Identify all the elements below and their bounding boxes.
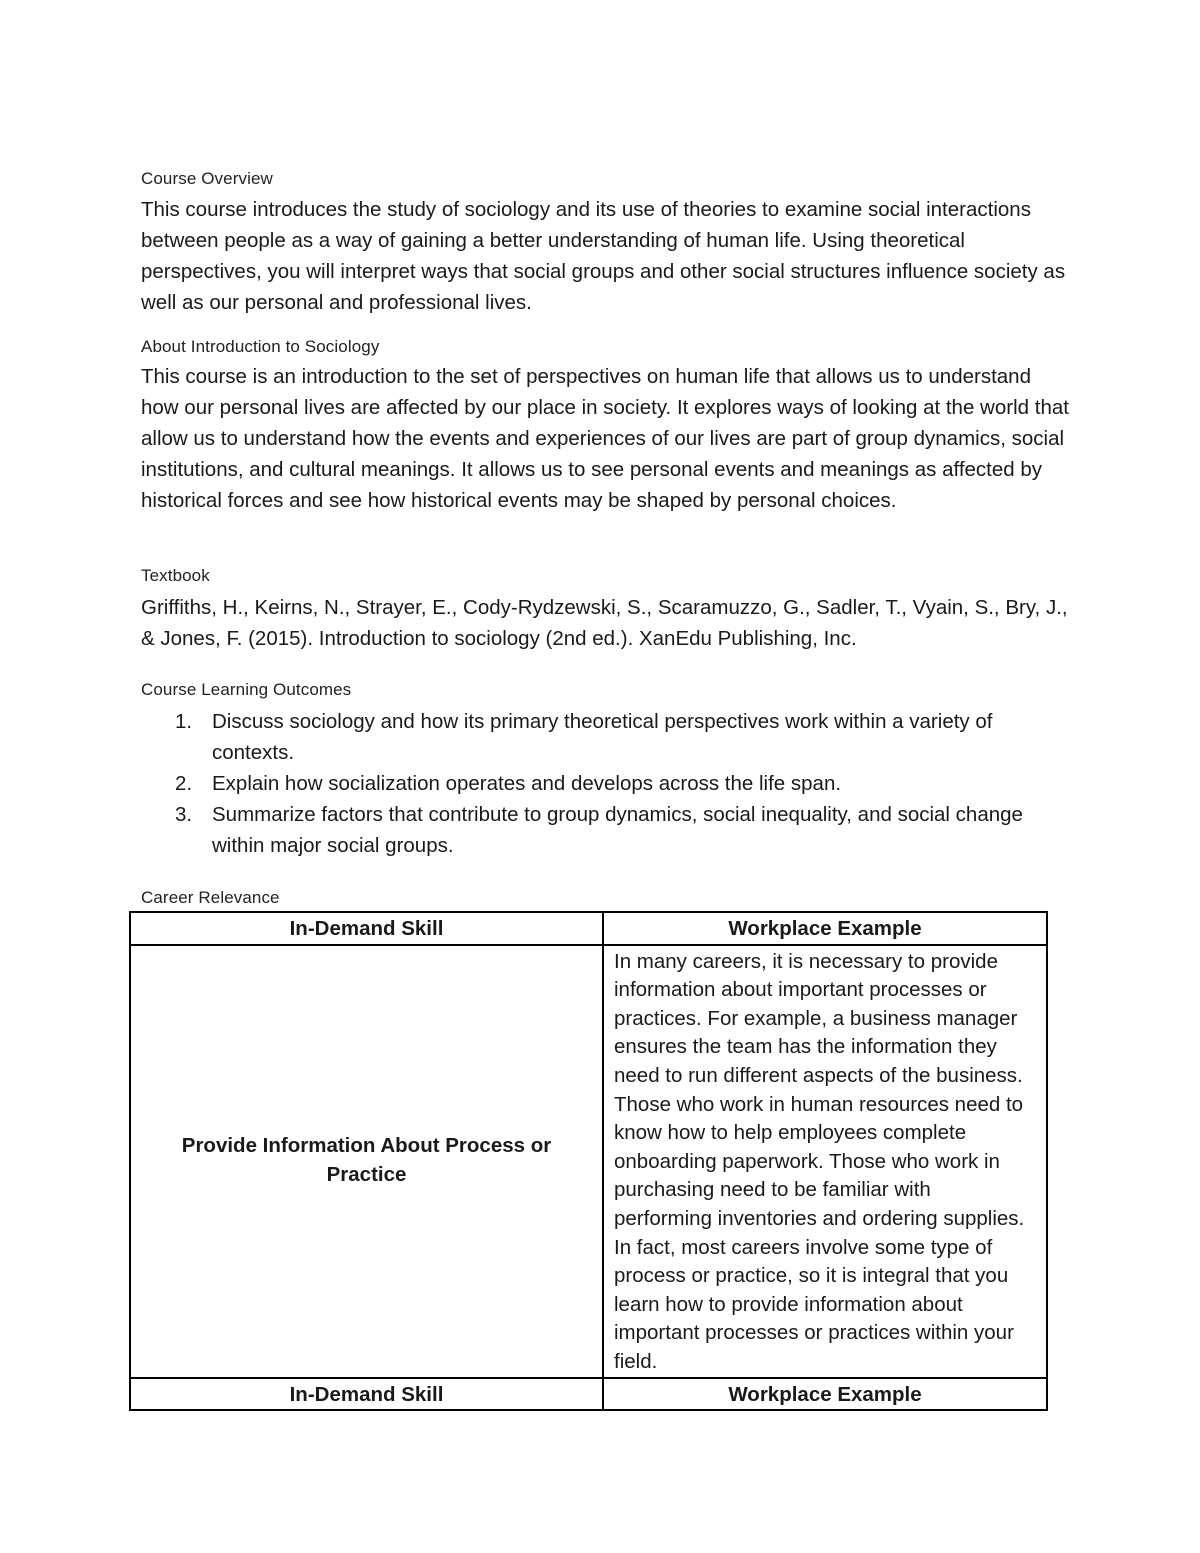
column-header-skill: In-Demand Skill (130, 912, 603, 945)
column-header-skill: In-Demand Skill (130, 1378, 603, 1411)
skill-cell: Provide Information About Process or Practice (130, 945, 603, 1378)
table-header-row (130, 912, 1047, 945)
career-heading: Career Relevance (141, 888, 280, 907)
about-text: This course is an introduction to the set of perspectives on human life that allows us to understand how our personal lives are affected by our place in society. It explores ways of looking at the world that allow us to understand how the events and experiences of our lives are part of group dynamics, social institutions, and cultural meanings. It allows us to see personal events and meanings as affected by historical forces and see how historical events may be shaped by personal choices. (141, 365, 1069, 512)
list-number: 3. (175, 803, 193, 826)
outcomes-list (141, 706, 1071, 861)
course-overview-text: This course introduces the study of sociology and its use of theories to examine social interactions between people as a way of gaining a better understanding of human life. Using theoretical perspectives, you will interpret ways that social groups and other social structures influence society as well as our personal and professional lives. (141, 198, 1066, 314)
table-row (130, 945, 1047, 1378)
career-relevance-table (129, 911, 1048, 1411)
textbook-citation: Griffiths, H., Keirns, N., Strayer, E., Cody-Rydzewski, S., Scaramuzzo, G., Sadler, T., Vyain, S., Bry, J., & Jones, F. (2015). Introduction to sociology (2nd ed.). XanEdu Publishing, Inc. (141, 596, 1068, 650)
list-number: 2. (175, 772, 193, 795)
list-text: Explain how socialization operates and develops across the life span. (212, 772, 842, 795)
column-header-example: Workplace Example (603, 912, 1047, 945)
list-number: 1. (175, 710, 193, 733)
example-cell: In many careers, it is necessary to provide information about important processes or practices. For example, a business manager ensures the team has the information they need to run different aspects of the business. Those who work in human resources need to know how to help employees complete onboarding paperwork. Those who work in purchasing need to be familiar with performing inventories and ordering supplies. In fact, most careers involve some type of process or practice, so it is integral that you learn how to provide information about important processes or practices within your field. (603, 945, 1047, 1378)
list-item (141, 799, 1071, 861)
list-text: Summarize factors that contribute to group dynamics, social inequality, and social change within major social groups. (212, 803, 1023, 857)
list-item (141, 706, 1071, 768)
column-header-example: Workplace Example (603, 1378, 1047, 1411)
list-text: Discuss sociology and how its primary theoretical perspectives work within a variety of contexts. (212, 710, 993, 764)
list-item (141, 768, 1071, 799)
table-header-row (130, 1378, 1047, 1411)
outcomes-heading: Course Learning Outcomes (141, 680, 352, 699)
about-heading: About Introduction to Sociology (141, 337, 380, 356)
textbook-heading: Textbook (141, 566, 210, 585)
course-overview-heading: Course Overview (141, 169, 273, 188)
